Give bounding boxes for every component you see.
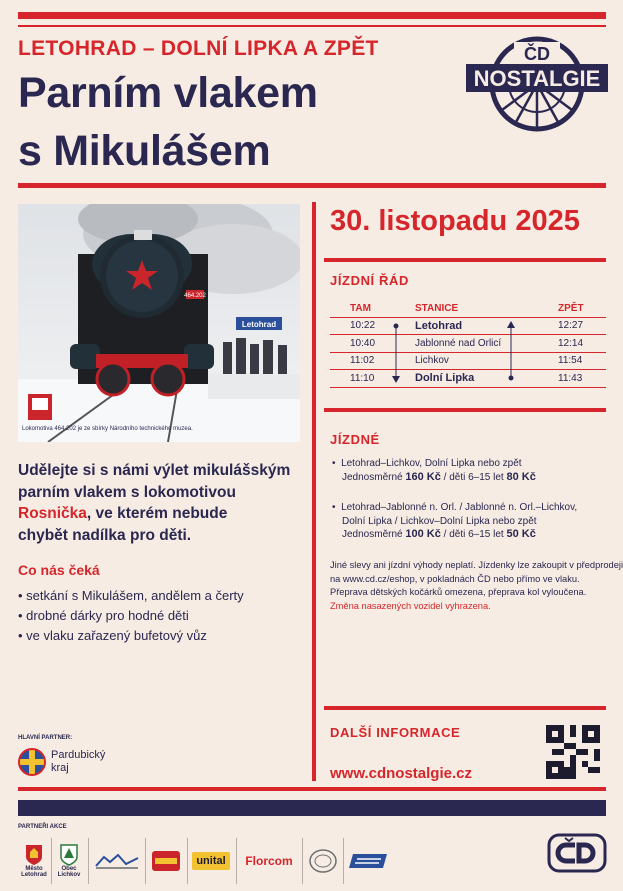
logo-top-text: ČD [524, 44, 550, 64]
station-name: Jablonné nad Orlicí [415, 335, 525, 353]
fare-adult-label: Jednosměrné [342, 471, 406, 483]
invite-line: Udělejte si s námi výlet mikulášským [18, 462, 291, 479]
florcom-logo: Florcom [245, 854, 293, 868]
column-divider [312, 202, 316, 781]
top-red-bar [18, 12, 606, 19]
fare-note: Jiné slevy ani jízdní výhody neplatí. Jízdenky lze zakoupit v předprodeji [330, 560, 623, 570]
pivovar-logo-icon [151, 850, 181, 872]
timetable-row [330, 317, 606, 335]
departure-time: 10:40 [330, 335, 388, 353]
photo-caption: Lokomotiva 464.202 je ze sbírky Národního technického muzea. [22, 426, 193, 432]
return-time: 11:54 [550, 352, 606, 370]
fares-title: JÍZDNÉ [330, 432, 380, 447]
event-date: 30. listopadu 2025 [330, 205, 580, 237]
timetable-underline [324, 408, 606, 412]
partner-name-line: Obec [61, 866, 77, 872]
direction-up-arrow [507, 320, 515, 382]
partner-name-line: Lichkov [57, 872, 81, 878]
return-time: 12:14 [550, 335, 606, 353]
fare-notes [330, 559, 623, 613]
partner-name-line: Město [25, 866, 43, 872]
partner-separator [236, 838, 237, 884]
station-name: Letohrad [415, 317, 525, 335]
timetable-row [330, 352, 606, 370]
partner-separator [88, 838, 89, 884]
fare-child-price: 80 Kč [506, 470, 536, 483]
fare-child-price: 50 Kč [506, 528, 536, 540]
unital-logo: unital [192, 852, 229, 870]
main-partner-name [51, 749, 105, 775]
page-title-line2: s Mikulášem [18, 127, 271, 175]
logo-main-text: NOSTALGIE [473, 66, 601, 91]
direction-down-arrow [392, 322, 400, 384]
invite-line: chybět nadílka pro děti. [18, 526, 192, 544]
station-name: Dolní Lipka [415, 370, 525, 388]
timetable-header-tam: TAM [330, 301, 388, 317]
fare-item-1 [332, 457, 604, 484]
departure-time: 11:10 [330, 370, 388, 388]
pardubicky-kraj-logo-icon [18, 748, 46, 776]
fare-adult-price: 160 Kč [405, 470, 441, 483]
program-title: Co nás čeká [18, 562, 100, 578]
partner-transport [346, 838, 392, 884]
page-title-line1: Parním vlakem [18, 69, 318, 117]
header-red-bar [18, 183, 606, 188]
engine-number-plate: 464.202 [184, 293, 206, 299]
top-thin-red-line [18, 25, 606, 27]
cd-nostalgie-logo [466, 34, 608, 134]
timetable-header-zpet: ZPĚT [550, 301, 606, 317]
bullet: • [332, 458, 342, 469]
return-time: 12:27 [550, 317, 606, 335]
fare-route: Letohrad–Jablonné n. Orl. / Jablonné n. Orl.–Lichkov, [341, 502, 578, 513]
fare-child-label: / děti 6–15 let [440, 471, 507, 483]
letohrad-coat-of-arms-icon [25, 844, 43, 866]
partner-separator [187, 838, 188, 884]
seal-logo-icon [308, 848, 338, 874]
partner-pivovar [148, 838, 184, 884]
timetable [330, 301, 606, 388]
fares-underline [324, 706, 606, 710]
qr-code[interactable] [546, 725, 600, 779]
fare-adult-price: 100 Kč [405, 528, 441, 540]
program-item: • ve vlaku zařazený bufetový vůz [18, 626, 244, 646]
locomotive-name: Rosnička [18, 505, 87, 522]
route-kicker: LETOHRAD – DOLNÍ LIPKA A ZPĚT [18, 37, 379, 60]
cd-logo [547, 833, 607, 873]
locomotive-photo [18, 204, 300, 442]
bullet: • [332, 502, 342, 513]
main-partner-label: HLAVNÍ PARTNER: [18, 735, 73, 741]
partner-separator [302, 838, 303, 884]
station-name: Lichkov [415, 352, 525, 370]
info-title: DALŠÍ INFORMACE [330, 725, 461, 740]
partner-round-seal [305, 838, 341, 884]
partner-name-line: Letohrad [21, 872, 47, 878]
date-underline [324, 258, 606, 262]
footer-navy-bar [18, 800, 606, 816]
timetable-header-station: STANICE [415, 301, 525, 317]
return-time: 11:43 [550, 370, 606, 388]
departure-time: 10:22 [330, 317, 388, 335]
partners-label: PARTNEŘI AKCE [18, 824, 67, 830]
invite-text [18, 460, 308, 546]
fare-child-label: / děti 6–15 let [440, 529, 507, 540]
main-partner-name-line: kraj [51, 762, 69, 774]
fare-note: Přeprava dětských kočárků omezena, přeprava kol vyloučena. [330, 587, 587, 597]
main-partner-name-line: Pardubický [51, 749, 106, 761]
fare-note-warning: Změna nasazených vozidel vyhrazena. [330, 600, 491, 611]
lichkov-coat-of-arms-icon [60, 844, 78, 866]
transport-logo-icon [349, 852, 389, 870]
partner-mikroregion [91, 838, 143, 884]
fare-route: Letohrad–Lichkov, Dolní Lipka nebo zpět [341, 458, 522, 469]
station-sign-text: Letohrad [241, 320, 277, 329]
program-list [18, 586, 244, 646]
invite-line: parním vlakem s lokomotivou [18, 483, 236, 501]
program-item: • drobné dárky pro hodné děti [18, 606, 244, 626]
program-item: • setkání s Mikulášem, andělem a čerty [18, 586, 244, 606]
footer-red-bar [18, 787, 606, 791]
invite-line: , ve kterém nebude [86, 505, 228, 522]
timetable-row [330, 370, 606, 388]
partner-separator [343, 838, 344, 884]
partner-lichkov [53, 838, 85, 884]
website-link[interactable]: www.cdnostalgie.cz [330, 765, 472, 782]
partner-unital [190, 838, 232, 884]
partner-separator [51, 838, 52, 884]
timetable-row [330, 335, 606, 353]
fare-adult-label: Jednosměrné [342, 529, 406, 540]
fare-note: na www.cd.cz/eshop, v pokladnách ČD nebo přímo ve vlaku. [330, 573, 580, 584]
timetable-title: JÍZDNÍ ŘÁD [330, 273, 409, 288]
fare-route-cont: Dolní Lipka / Lichkov–Dolní Lipka nebo zpět [342, 515, 537, 527]
mikroregion-logo-icon [94, 852, 140, 870]
departure-time: 11:02 [330, 352, 388, 370]
partner-florcom [239, 838, 299, 884]
partner-letohrad [18, 838, 50, 884]
partner-separator [145, 838, 146, 884]
fare-item-2 [332, 501, 604, 542]
